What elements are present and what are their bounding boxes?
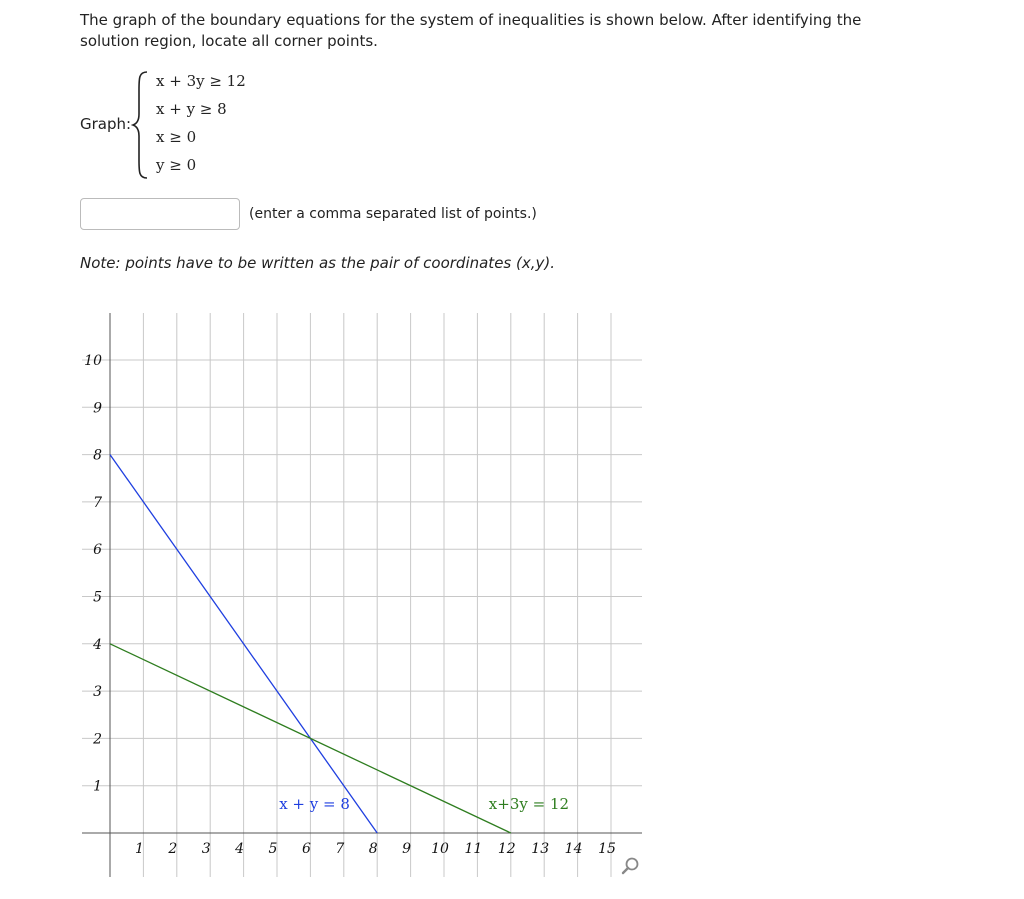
x-tick-label-3: 3 (201, 841, 211, 857)
inequality-3: x ≥ 0 (156, 128, 197, 146)
y-tick-label-7: 7 (93, 494, 102, 511)
x-tick-label-13: 13 (531, 841, 550, 857)
x-tick-label-1: 1 (134, 841, 144, 857)
y-tick-label-9: 9 (93, 400, 102, 417)
x-tick-label-9: 9 (402, 841, 412, 857)
inequality-1: x + 3y ≥ 12 (156, 72, 246, 90)
y-tick-label-4: 4 (93, 636, 102, 653)
y-tick-label-5: 5 (93, 589, 102, 606)
x-tick-label-5: 5 (268, 841, 278, 857)
x-tick-label-10: 10 (431, 841, 449, 857)
x-tick-label-12: 12 (497, 841, 516, 857)
problem-intro: The graph of the boundary equations for the system of inequalities is shown below. After identifying the solution region, locate all corner points. (80, 11, 862, 50)
x-tick-label-7: 7 (335, 841, 345, 857)
x-tick-label-2: 2 (168, 841, 178, 857)
note-text: Note: points have to be written as the pair of coordinates (x,y). (80, 254, 555, 272)
corner-points-input[interactable] (80, 198, 240, 230)
series-label-1: x + y = 8 (279, 795, 350, 813)
inequality-2: x + y ≥ 8 (156, 100, 227, 118)
answer-hint: (enter a comma separated list of points.) (249, 206, 537, 222)
y-tick-label-1: 1 (93, 778, 102, 795)
y-tick-label-6: 6 (93, 542, 102, 559)
inequality-4: y ≥ 0 (156, 156, 197, 174)
x-tick-label-6: 6 (301, 841, 311, 857)
x-tick-label-15: 15 (598, 841, 616, 857)
left-brace (131, 70, 149, 180)
y-tick-label-2: 2 (93, 731, 102, 748)
y-tick-label-10: 10 (84, 353, 102, 369)
y-tick-label-3: 3 (93, 684, 102, 701)
graph-label: Graph: (80, 115, 132, 133)
inequality-system (80, 70, 380, 180)
y-tick-label-8: 8 (93, 447, 102, 464)
inequality-list (156, 70, 246, 182)
x-tick-label-11: 11 (464, 841, 483, 857)
magnifier-icon[interactable] (621, 856, 641, 876)
series-label-2: x+3y = 12 (488, 795, 570, 813)
boundary-graph[interactable] (70, 305, 650, 880)
x-tick-label-8: 8 (368, 841, 378, 857)
x-tick-label-4: 4 (235, 841, 245, 857)
x-tick-label-14: 14 (564, 841, 583, 857)
